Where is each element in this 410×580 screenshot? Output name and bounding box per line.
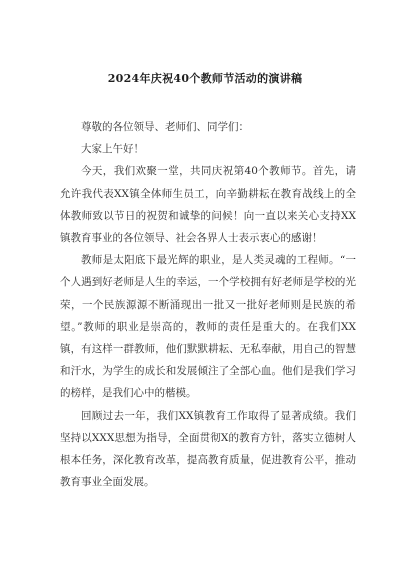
body-paragraph: 今天，我们欢聚一堂，共同庆祝第40个教师节。首先，请允许我代表XX镇全体师生员工，向辛勤耕耘在教育战线上的全体教师致以节日的祝贺和诚挚的问候！向一直以来关心支持XX镇教育事业的各位领导、社会各界人士表示衷心的感谢！ <box>60 165 356 245</box>
body-paragraph: 教师是太阳底下最光辉的职业，是人类灵魂的工程师。“一个人遇到好老师是人生的幸运，一个学校拥有好老师是学校的光荣，一个民族源源不断涌现出一批又一批好老师则是民族的希望。”教师的职业是崇高的，教师的责任是重大的。在我们XX镇，有这样一群教师，他们默默耕耘、无私奉献，用自己的智慧和汗水，为学生的成长和发展倾注了全部心血。他们是我们学习的榜样，是我们心中的楷模。 <box>60 254 356 400</box>
salutation-paragraph: 尊敬的各位领导、老师们、同学们： <box>81 121 249 133</box>
document-body <box>60 116 356 493</box>
body-paragraph: 回顾过去一年，我们XX镇教育工作取得了显著成绩。我们坚持以XXX思想为指导，全面贯彻X的教育方针，落实立德树人根本任务，深化教育改革，提高教育质量，促进教育公平，推动教育事业全面发展。 <box>60 409 356 489</box>
document-title: 2024年庆祝40个教师节活动的演讲稿 <box>107 72 303 85</box>
greeting-paragraph: 大家上午好！ <box>81 143 144 156</box>
